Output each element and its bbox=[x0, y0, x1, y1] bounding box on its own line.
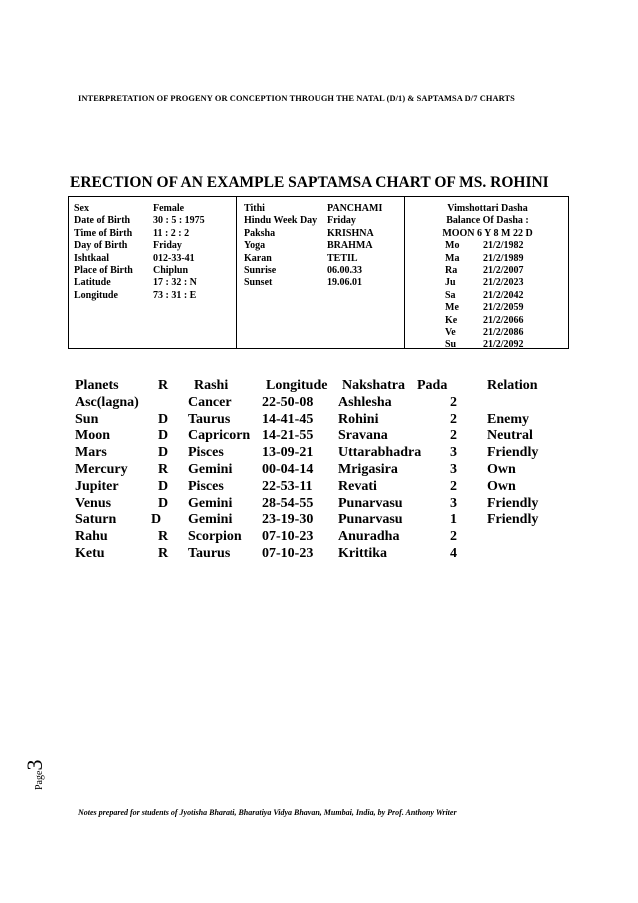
planet-relation: Own bbox=[487, 478, 516, 494]
panchang-value: BRAHMA bbox=[327, 240, 373, 252]
planet-pada: 4 bbox=[450, 545, 457, 561]
planet-name: Jupiter bbox=[75, 478, 119, 494]
dasha-period-row bbox=[405, 302, 570, 314]
header-planets: Planets bbox=[75, 378, 119, 393]
divider-line bbox=[236, 197, 237, 348]
dasha-date: 21/2/1989 bbox=[483, 252, 524, 264]
dasha-planet: Mo bbox=[445, 240, 460, 252]
planet-longitude: 13-09-21 bbox=[262, 445, 314, 461]
panchang-labels bbox=[244, 203, 317, 290]
header-pada: Pada bbox=[417, 378, 448, 393]
panchang-label: Yoga bbox=[244, 240, 266, 252]
birth-value: 30 : 5 : 1975 bbox=[153, 215, 205, 227]
planet-longitude: 22-53-11 bbox=[262, 478, 313, 494]
planet-r: R bbox=[158, 545, 169, 561]
planet-relation: Friendly bbox=[487, 512, 539, 528]
planet-r: D bbox=[158, 495, 169, 511]
panchang-value: 06.00.33 bbox=[327, 264, 362, 276]
dasha-date: 21/2/2066 bbox=[483, 314, 524, 326]
birth-value: 11 : 2 : 2 bbox=[153, 227, 190, 239]
planet-pada: 3 bbox=[450, 445, 457, 461]
dasha-date: 21/2/2086 bbox=[483, 326, 524, 338]
header-relation: Relation bbox=[487, 378, 538, 393]
planet-nakshatra: Punarvasu bbox=[338, 495, 403, 511]
header-nakshatra: Nakshatra bbox=[342, 378, 406, 393]
planet-name: Sun bbox=[75, 411, 99, 427]
planet-relation: Neutral bbox=[487, 428, 533, 444]
dasha-planet: Me bbox=[445, 302, 459, 314]
planet-name: Ketu bbox=[75, 545, 105, 561]
planet-pada: 2 bbox=[450, 394, 457, 410]
planet-longitude: 14-21-55 bbox=[262, 428, 314, 444]
planet-name: Moon bbox=[75, 428, 110, 444]
planet-pada: 3 bbox=[450, 461, 457, 477]
dasha-planet: Ve bbox=[445, 326, 456, 338]
header-longitude: Longitude bbox=[266, 378, 328, 393]
planet-pada: 2 bbox=[450, 478, 457, 494]
header-r: R bbox=[158, 378, 169, 393]
dasha-panel bbox=[405, 203, 570, 352]
dasha-period-row bbox=[405, 265, 570, 277]
panchang-label: Paksha bbox=[244, 227, 276, 239]
planet-name: Rahu bbox=[75, 529, 108, 545]
planet-rashi: Gemini bbox=[188, 495, 233, 511]
dasha-date: 21/2/2042 bbox=[483, 289, 524, 301]
planet-longitude: 22-50-08 bbox=[262, 394, 314, 410]
planet-r: R bbox=[158, 461, 169, 477]
planet-rashi: Taurus bbox=[188, 545, 231, 561]
panchang-value: KRISHNA bbox=[327, 227, 374, 239]
planet-nakshatra: Uttarabhadra bbox=[338, 445, 422, 461]
panchang-label: Karan bbox=[244, 252, 272, 264]
planet-longitude: 00-04-14 bbox=[262, 461, 314, 477]
dasha-period-row bbox=[405, 290, 570, 302]
planet-r: D bbox=[158, 478, 169, 494]
planet-rashi: Pisces bbox=[188, 445, 224, 461]
birth-info-box bbox=[68, 196, 569, 349]
birth-label: Latitude bbox=[74, 277, 111, 289]
birth-label: Place of Birth bbox=[74, 264, 133, 276]
birth-value: Female bbox=[153, 203, 185, 214]
planet-name: Mars bbox=[75, 445, 107, 461]
planet-relation: Friendly bbox=[487, 445, 539, 461]
birth-label: Sex bbox=[74, 203, 89, 214]
planet-name: Asc(lagna) bbox=[75, 394, 139, 410]
birth-label: Ishtkaal bbox=[74, 252, 110, 264]
dasha-period-row bbox=[405, 339, 570, 351]
section-title: ERECTION OF AN EXAMPLE SAPTAMSA CHART OF MS. ROHINI bbox=[70, 174, 549, 191]
header-rashi: Rashi bbox=[194, 378, 229, 393]
dasha-planet: Ra bbox=[445, 264, 458, 276]
birth-value: 73 : 31 : E bbox=[153, 289, 197, 301]
planet-r: D bbox=[151, 512, 162, 528]
birth-values bbox=[153, 203, 205, 302]
page-label: Page bbox=[34, 770, 45, 790]
planet-pada: 2 bbox=[450, 411, 457, 427]
planet-r: D bbox=[158, 411, 169, 427]
planet-nakshatra: Rohini bbox=[338, 411, 379, 427]
planet-relation: Enemy bbox=[487, 411, 529, 427]
panchang-value: PANCHAMI bbox=[327, 203, 383, 214]
document-header: INTERPRETATION OF PROGENY OR CONCEPTION THROUGH THE NATAL (D/1) & SAPTAMSA D/7 CHARTS bbox=[78, 94, 515, 103]
footer-note: Notes prepared for students of Jyotisha Bharati, Bharatiya Vidya Bhavan, Mumbai, India, by Prof. Anthony Writer bbox=[78, 808, 457, 817]
dasha-period-row bbox=[405, 253, 570, 265]
birth-label: Date of Birth bbox=[74, 215, 131, 227]
panchang-value: Friday bbox=[327, 215, 356, 227]
planet-rashi: Pisces bbox=[188, 478, 224, 494]
panchang-label: Sunrise bbox=[244, 264, 277, 276]
planet-nakshatra: Punarvasu bbox=[338, 512, 403, 528]
planet-longitude: 23-19-30 bbox=[262, 512, 314, 528]
birth-label: Day of Birth bbox=[74, 240, 128, 252]
panchang-label: Hindu Week Day bbox=[244, 215, 318, 227]
planet-longitude: 07-10-23 bbox=[262, 529, 314, 545]
dasha-date: 21/2/2059 bbox=[483, 302, 524, 314]
planet-pada: 2 bbox=[450, 428, 457, 444]
dasha-date: 21/2/2092 bbox=[483, 339, 524, 351]
planet-rashi: Gemini bbox=[188, 512, 233, 528]
birth-label: Longitude bbox=[74, 289, 118, 301]
dasha-period-row bbox=[405, 240, 570, 252]
planet-rashi: Capricorn bbox=[188, 428, 251, 444]
dasha-planet: Ke bbox=[445, 314, 458, 326]
planet-relation: Own bbox=[487, 461, 516, 477]
planet-relation: Friendly bbox=[487, 495, 539, 511]
planet-longitude: 28-54-55 bbox=[262, 495, 314, 511]
dasha-date: 21/2/2007 bbox=[483, 264, 524, 276]
dasha-period-row bbox=[405, 277, 570, 289]
dasha-planet: Ju bbox=[445, 277, 456, 289]
planet-r: D bbox=[158, 428, 169, 444]
planet-nakshatra: Anuradha bbox=[338, 529, 400, 545]
panchang-value: 19.06.01 bbox=[327, 277, 362, 289]
panchang-values bbox=[327, 203, 382, 290]
dasha-period-row bbox=[405, 327, 570, 339]
planet-nakshatra: Krittika bbox=[338, 545, 387, 561]
planet-longitude: 14-41-45 bbox=[262, 411, 314, 427]
planet-nakshatra: Mrigasira bbox=[338, 461, 398, 477]
dasha-balance-label: Balance Of Dasha : bbox=[446, 215, 529, 227]
planet-rashi: Scorpion bbox=[188, 529, 242, 545]
dasha-date: 21/2/1982 bbox=[483, 240, 524, 252]
planet-name: Saturn bbox=[75, 512, 117, 528]
dasha-planet: Sa bbox=[445, 289, 456, 301]
planet-longitude: 07-10-23 bbox=[262, 545, 314, 561]
planet-rashi: Gemini bbox=[188, 461, 233, 477]
birth-label: Time of Birth bbox=[74, 227, 133, 239]
dasha-planet: Su bbox=[445, 339, 457, 351]
dasha-period-row bbox=[405, 315, 570, 327]
planet-nakshatra: Sravana bbox=[338, 428, 388, 444]
planet-nakshatra: Ashlesha bbox=[338, 394, 392, 410]
birth-labels bbox=[74, 203, 133, 302]
birth-value: 012-33-41 bbox=[153, 252, 195, 264]
panchang-value: TETIL bbox=[327, 252, 358, 264]
planet-pada: 3 bbox=[450, 495, 457, 511]
dasha-title: Vimshottari Dasha bbox=[447, 203, 528, 214]
planet-rashi: Cancer bbox=[188, 394, 232, 410]
planet-name: Venus bbox=[75, 495, 112, 511]
planet-r: D bbox=[158, 445, 169, 461]
planet-r: R bbox=[158, 529, 169, 545]
planet-rashi: Taurus bbox=[188, 411, 231, 427]
planet-nakshatra: Revati bbox=[338, 478, 377, 494]
dasha-planet: Ma bbox=[445, 252, 460, 264]
birth-value: Chiplun bbox=[153, 264, 189, 276]
birth-value: Friday bbox=[153, 240, 182, 252]
page-number-value: 3 bbox=[22, 759, 47, 771]
planet-pada: 2 bbox=[450, 529, 457, 545]
page-number bbox=[22, 760, 48, 790]
birth-value: 17 : 32 : N bbox=[153, 277, 197, 289]
panchang-label: Sunset bbox=[244, 277, 273, 289]
panchang-label: Tithi bbox=[244, 203, 265, 214]
planet-pada: 1 bbox=[450, 512, 457, 528]
dasha-date: 21/2/2023 bbox=[483, 277, 524, 289]
planet-name: Mercury bbox=[75, 461, 128, 477]
dasha-balance-value: MOON 6 Y 8 M 22 D bbox=[442, 227, 533, 239]
